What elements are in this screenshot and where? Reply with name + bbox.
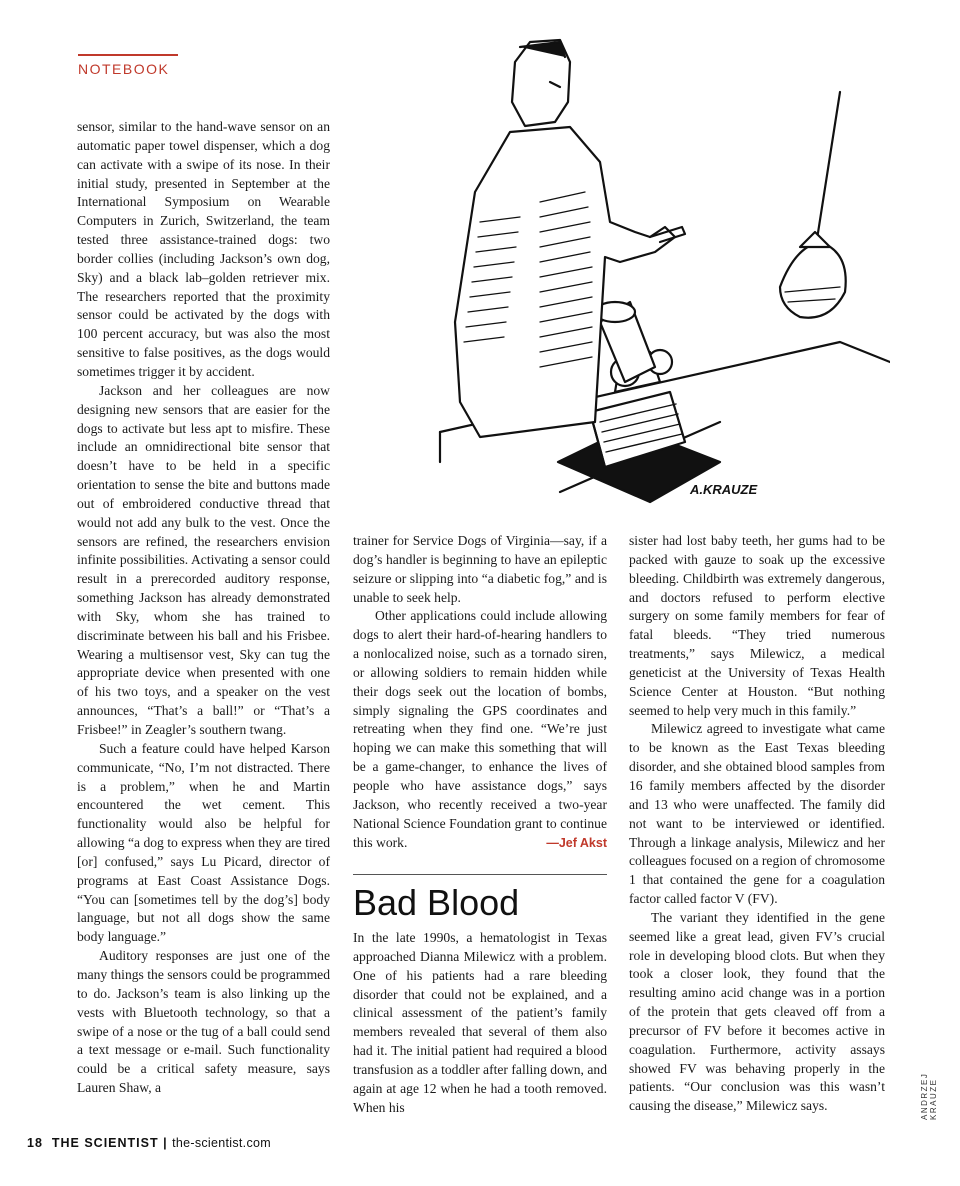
section-label: NOTEBOOK <box>78 61 170 77</box>
paragraph: The variant they identified in the gene seemed like a great lead, given FV’s crucial role in developing blood clots. But when they took a closer look, they found that the resulting amino acid change was in a portion of the protein that gets cleaved off from a precursor of FV before it becomes active in coagulation. Furthermore, activity assays showed FV was behaving properly in the patients. “Our conclusion was this wasn’t causing the disease,” Milewicz says. <box>629 909 885 1114</box>
paragraph <box>353 607 607 852</box>
article-column-1 <box>77 118 330 1098</box>
paragraph: Auditory responses are just one of the many things the sensors could be programmed to do. Jackson’s team is also linking up the vests with Bluetooth technology, so that a swipe of a nose or the tug of a ball could send a text message or e-mail. Such functionality could be a critical safety measure, says Lauren Shaw, a <box>77 948 330 1096</box>
footer-url[interactable]: the-scientist.com <box>172 1136 271 1150</box>
section-divider <box>353 874 607 875</box>
paragraph-text: Other applications could include allowing dogs to alert their hard-of-hearing handlers to a nonlocalized noise, such as a tornado siren, or allowing soldiers to remain hidden while their dogs seek out the location of bombs, simply signaling the GPS coordinates and retreating when they find one. “We’re just hoping we can make this something that will be a game-changer, to enhance the lives of people who have assistance dogs,” says Jackson, who recently received a two-year National Science Foundation grant to continue this work. <box>353 608 607 850</box>
paragraph: Such a feature could have helped Karson communicate, “No, I’m not distracted. There is a problem,” when he and Martin encountered the wet cement. This functionality would also be helpful for allowing “a dog to express when they are tired [or] confused,” says Lu Picard, director of programs at East Coast Assistance Dogs. “You can [sometimes tell by the dog’s] body language, but not all dogs show the same body language.” <box>77 740 330 945</box>
article-column-2 <box>353 532 607 852</box>
artist-signature: A.KRAUZE <box>690 482 758 497</box>
article-column-3 <box>629 532 885 1116</box>
paragraph: sister had lost baby teeth, her gums had to be packed with gauze to soak up the excessive bleeding. Childbirth was extremely dangerous, and doctors refused to perform elective surgery on some family members for fear of fatal bleeds. “They tried numerous treatments,” says Milewicz, a medical geneticist at the University of Texas Health Science Center at Houston. “But nothing seemed to help very much in this family.” <box>629 533 885 718</box>
paragraph: Jackson and her colleagues are now designing new sensors that are easier for the dogs to activate but less apt to misfire. These include an omnidirectional bite sensor that doesn’t have to be held in a specific orientation to sense the bite and buttons made out of embroidered conductive thread that would not add any bulk to the vest. Once the sensors are refined, the researchers envision infinite possibilities. Activating a sensor could result in a prerecorded auditory response, something Jackson has already demonstrated with Sky, whom she has trained to discriminate between his ball and his Frisbee. Wearing a multisensor vest, Sky can tug the appropriate device when presented with one of his two toys, and a speaker on the vest announces, “That’s a ball!” or “That’s a Frisbee!” in Zeagler’s southern twang. <box>77 382 330 737</box>
illustration-credit: ANDRZEJ KRAUZE <box>920 1072 938 1120</box>
page-number: 18 <box>27 1136 43 1150</box>
magazine-name: THE SCIENTIST <box>51 1136 159 1150</box>
cartoon-illustration <box>420 22 890 512</box>
paragraph: Milewicz agreed to investigate what came to be known as the East Texas bleeding disorder, and she obtained blood samples from 16 family members affected by the disorder and 13 who were unaffected. The family did not want to be interviewed or identified. Through a linkage analysis, Milewicz and her colleagues focused on a region of chromosome 1 that contained the gene for a coagulation factor called factor V (FV). <box>629 721 885 907</box>
headline: Bad Blood <box>353 882 520 923</box>
article-column-2-continued <box>353 929 607 1117</box>
footer-separator: | <box>163 1136 168 1150</box>
author-signature: —Jef Akst <box>546 835 607 850</box>
section-rule <box>78 54 178 56</box>
paragraph: sensor, similar to the hand-wave sensor on an automatic paper towel dispenser, which a dog can activate with a swipe of its nose. In their initial study, presented in September at the International Symposium on Wearable Computers in Zurich, Switzerland, the team tested three assistance-trained dogs: two border collies (including Jackson’s own dog, Sky) and a black lab–golden retriever mix. The researchers reported that the proximity sensor could be activated by the dogs with 100 percent accuracy, but was also the most sensitive to false positives, as the dogs would sometimes trigger it by accident. <box>77 119 330 379</box>
paragraph: In the late 1990s, a hematologist in Texas approached Dianna Milewicz with a problem. One of his patients had a rare bleeding disorder that could not be explained, and a clinical assessment of the patient’s family members revealed that several of them also had it. The initial patient had required a blood transfusion as a toddler after falling down, and again at age 12 when he had a tooth removed. When his <box>353 930 607 1115</box>
paragraph: trainer for Service Dogs of Virginia—say, if a dog’s handler is beginning to have an epileptic seizure or slipping into “a diabetic fog,” and is unable to seek help. <box>353 533 607 605</box>
page-footer <box>27 1136 271 1150</box>
